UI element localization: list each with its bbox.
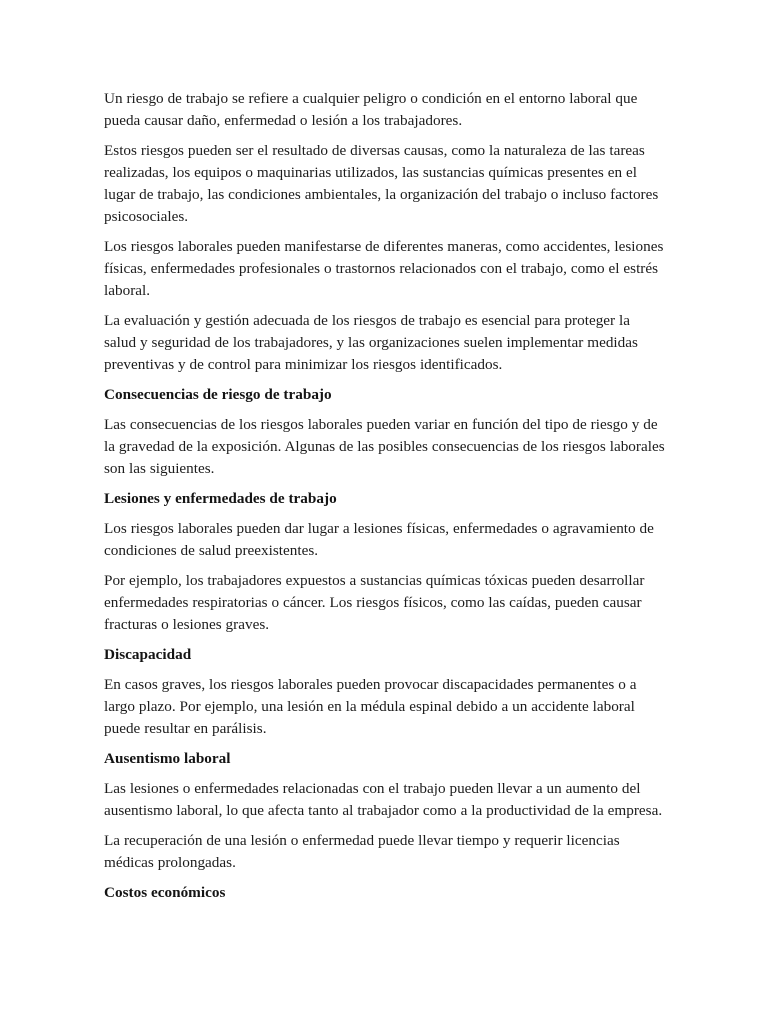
paragraph-recuperacion-licencias: La recuperación de una lesión o enfermedad puede llevar tiempo y requerir licencias médicas prolongadas. <box>104 832 620 871</box>
paragraph-evaluacion-gestion: La evaluación y gestión adecuada de los riesgos de trabajo es esencial para proteger la salud y seguridad de los trabajadores, y las organizaciones suelen implementar medidas preventivas y de control para minimizar los riesgos identificados. <box>104 312 638 373</box>
paragraph-causas-diversas: Estos riesgos pueden ser el resultado de diversas causas, como la naturaleza de las tareas realizadas, los equipos o maquinarias utilizados, las sustancias químicas presentes en el lugar de trabajo, las condiciones ambientales, la organización del trabajo o incluso factores psicosociales. <box>104 142 659 225</box>
paragraph-definicion-riesgo: Un riesgo de trabajo se refiere a cualquier peligro o condición en el entorno laboral que pueda causar daño, enfermedad o lesión a los trabajadores. <box>104 90 638 129</box>
document-body <box>104 88 666 904</box>
paragraph-ejemplo-sustancias-toxicas: Por ejemplo, los trabajadores expuestos a sustancias químicas tóxicas pueden desarrollar enfermedades respiratorias o cáncer. Los riesgos físicos, como las caídas, pueden causar fracturas o lesiones graves. <box>104 572 645 633</box>
heading-ausentismo-laboral: Ausentismo laboral <box>104 750 231 767</box>
heading-discapacidad: Discapacidad <box>104 646 192 663</box>
paragraph-ausentismo-aumento: Las lesiones o enfermedades relacionadas con el trabajo pueden llevar a un aumento del ausentismo laboral, lo que afecta tanto al trabajador como a la productividad de la empresa. <box>104 780 663 819</box>
paragraph-consecuencias-variacion: Las consecuencias de los riesgos laborales pueden variar en función del tipo de riesgo y de la gravedad de la exposición. Algunas de las posibles consecuencias de los riesgos laborales son las siguientes. <box>104 416 665 477</box>
heading-lesiones-y-enfermedades-de-trabajo: Lesiones y enfermedades de trabajo <box>104 490 337 507</box>
paragraph-lesiones-fisicas: Los riesgos laborales pueden dar lugar a lesiones físicas, enfermedades o agravamiento de condiciones de salud preexistentes. <box>104 520 654 559</box>
paragraph-discapacidad-permanente: En casos graves, los riesgos laborales pueden provocar discapacidades permanentes o a largo plazo. Por ejemplo, una lesión en la médula espinal debido a un accidente laboral puede resultar en parálisis. <box>104 676 637 737</box>
heading-consecuencias-de-riesgo-de-trabajo: Consecuencias de riesgo de trabajo <box>104 386 332 403</box>
paragraph-manifestaciones: Los riesgos laborales pueden manifestarse de diferentes maneras, como accidentes, lesiones físicas, enfermedades profesionales o trastornos relacionados con el trabajo, como el estrés laboral. <box>104 238 664 299</box>
heading-costos-economicos: Costos económicos <box>104 884 226 901</box>
